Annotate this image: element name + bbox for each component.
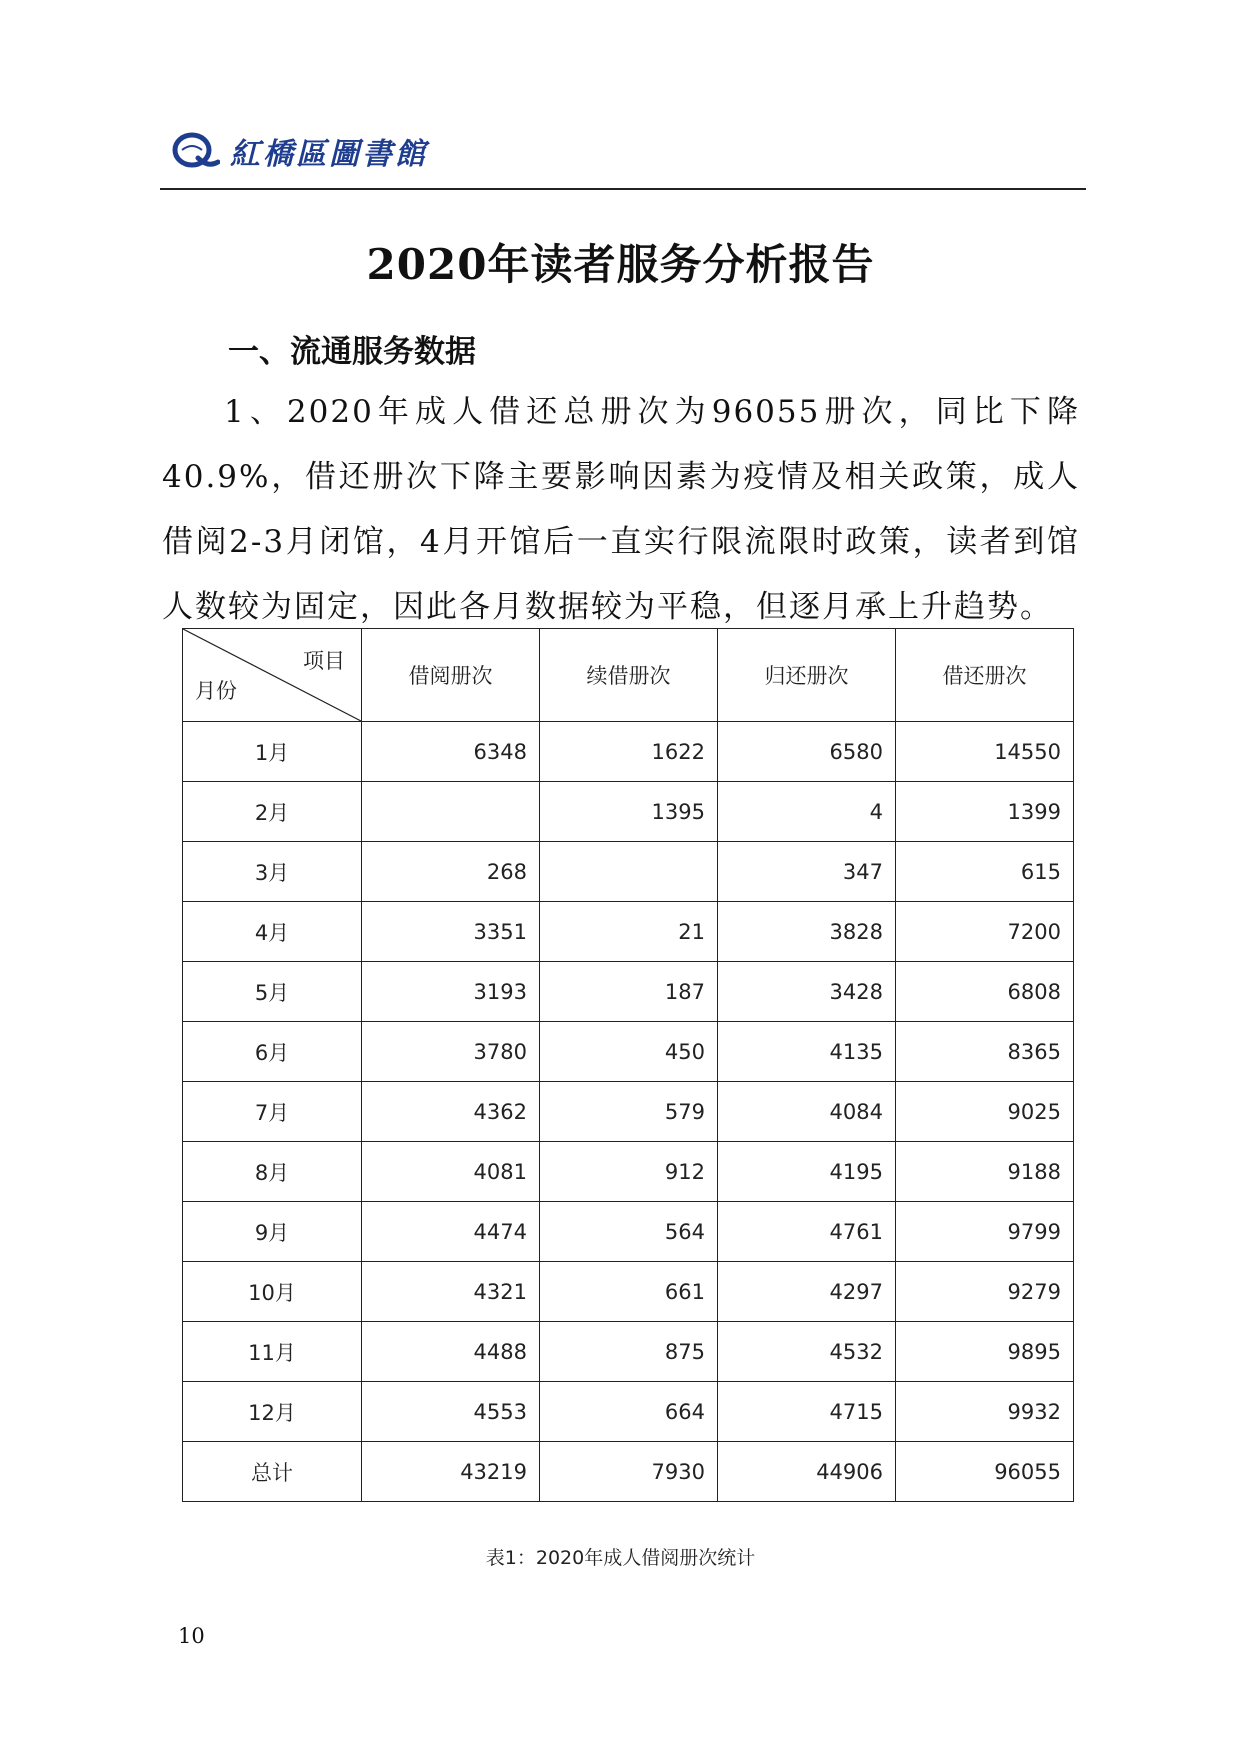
month-cell: 5月 xyxy=(183,962,362,1022)
value-cell: 6348 xyxy=(362,722,540,782)
column-header: 借还册次 xyxy=(896,629,1074,722)
value-cell: 912 xyxy=(540,1142,718,1202)
table-caption: 表1：2020年成人借阅册次统计 xyxy=(485,1547,756,1569)
corner-month-label: 月份 xyxy=(195,679,237,703)
value-cell: 8365 xyxy=(896,1022,1074,1082)
page-title: 2020年读者服务分析报告 xyxy=(366,240,875,289)
corner-item-label: 项目 xyxy=(303,649,345,673)
table-row xyxy=(183,1442,1074,1502)
value-cell: 4553 xyxy=(362,1382,540,1442)
table-row xyxy=(183,902,1074,962)
value-cell: 9799 xyxy=(896,1202,1074,1262)
table-row xyxy=(183,962,1074,1022)
value-cell: 4488 xyxy=(362,1322,540,1382)
value-cell: 3780 xyxy=(362,1022,540,1082)
column-header: 续借册次 xyxy=(540,629,718,722)
section-heading: 一、流通服务数据 xyxy=(228,334,476,370)
value-cell: 21 xyxy=(540,902,718,962)
value-cell: 7200 xyxy=(896,902,1074,962)
body-paragraph xyxy=(162,380,1080,640)
value-cell: 14550 xyxy=(896,722,1074,782)
value-cell: 347 xyxy=(718,842,896,902)
table-row xyxy=(183,1202,1074,1262)
paragraph-text: 1、2020年成人借还总册次为96055册次，同比下降40.9%，借还册次下降主要影响因素为疫情及相关政策，成人借阅2-3月闭馆，4月开馆后一直实行限流限时政策，读者到馆人数较为固定，因此各月数据较为平稳，但逐月承上升趋势。 xyxy=(162,394,1080,625)
value-cell: 9932 xyxy=(896,1382,1074,1442)
value-cell: 9279 xyxy=(896,1262,1074,1322)
month-cell: 4月 xyxy=(183,902,362,962)
header-divider xyxy=(160,188,1086,190)
value-cell: 4532 xyxy=(718,1322,896,1382)
table-row xyxy=(183,1022,1074,1082)
month-cell: 12月 xyxy=(183,1382,362,1442)
library-name: 紅橋區圖書館 xyxy=(230,137,428,172)
column-header: 归还册次 xyxy=(718,629,896,722)
value-cell: 1399 xyxy=(896,782,1074,842)
value-cell: 4 xyxy=(718,782,896,842)
value-cell: 579 xyxy=(540,1082,718,1142)
month-cell: 10月 xyxy=(183,1262,362,1322)
month-cell: 8月 xyxy=(183,1142,362,1202)
month-cell: 11月 xyxy=(183,1322,362,1382)
value-cell: 1622 xyxy=(540,722,718,782)
value-cell: 564 xyxy=(540,1202,718,1262)
value-cell: 1395 xyxy=(540,782,718,842)
value-cell: 3828 xyxy=(718,902,896,962)
value-cell xyxy=(362,782,540,842)
month-cell: 9月 xyxy=(183,1202,362,1262)
bridge-logo-icon xyxy=(168,128,220,174)
value-cell: 4084 xyxy=(718,1082,896,1142)
corner-header-cell xyxy=(183,629,362,722)
value-cell: 43219 xyxy=(362,1442,540,1502)
value-cell: 4195 xyxy=(718,1142,896,1202)
month-cell: 总计 xyxy=(183,1442,362,1502)
value-cell: 9188 xyxy=(896,1142,1074,1202)
value-cell: 6808 xyxy=(896,962,1074,1022)
table-row xyxy=(183,1142,1074,1202)
value-cell: 4761 xyxy=(718,1202,896,1262)
value-cell: 3193 xyxy=(362,962,540,1022)
table-header-row xyxy=(183,629,1074,722)
value-cell: 268 xyxy=(362,842,540,902)
table-row xyxy=(183,1322,1074,1382)
value-cell: 9895 xyxy=(896,1322,1074,1382)
value-cell: 615 xyxy=(896,842,1074,902)
page-number: 10 xyxy=(178,1624,205,1648)
table-row xyxy=(183,842,1074,902)
month-cell: 3月 xyxy=(183,842,362,902)
value-cell: 450 xyxy=(540,1022,718,1082)
value-cell: 664 xyxy=(540,1382,718,1442)
value-cell: 3428 xyxy=(718,962,896,1022)
value-cell: 4474 xyxy=(362,1202,540,1262)
value-cell: 661 xyxy=(540,1262,718,1322)
library-logo xyxy=(168,128,428,174)
value-cell: 4321 xyxy=(362,1262,540,1322)
table-row xyxy=(183,1382,1074,1442)
value-cell: 4081 xyxy=(362,1142,540,1202)
table-row xyxy=(183,1082,1074,1142)
value-cell: 7930 xyxy=(540,1442,718,1502)
value-cell: 4715 xyxy=(718,1382,896,1442)
value-cell xyxy=(540,842,718,902)
circulation-table xyxy=(182,628,1074,1502)
value-cell: 9025 xyxy=(896,1082,1074,1142)
value-cell: 3351 xyxy=(362,902,540,962)
month-cell: 6月 xyxy=(183,1022,362,1082)
table-row xyxy=(183,782,1074,842)
value-cell: 96055 xyxy=(896,1442,1074,1502)
column-header: 借阅册次 xyxy=(362,629,540,722)
month-cell: 7月 xyxy=(183,1082,362,1142)
month-cell: 1月 xyxy=(183,722,362,782)
value-cell: 875 xyxy=(540,1322,718,1382)
value-cell: 4297 xyxy=(718,1262,896,1322)
value-cell: 4135 xyxy=(718,1022,896,1082)
table-row xyxy=(183,1262,1074,1322)
table-row xyxy=(183,722,1074,782)
value-cell: 4362 xyxy=(362,1082,540,1142)
month-cell: 2月 xyxy=(183,782,362,842)
value-cell: 6580 xyxy=(718,722,896,782)
value-cell: 187 xyxy=(540,962,718,1022)
value-cell: 44906 xyxy=(718,1442,896,1502)
